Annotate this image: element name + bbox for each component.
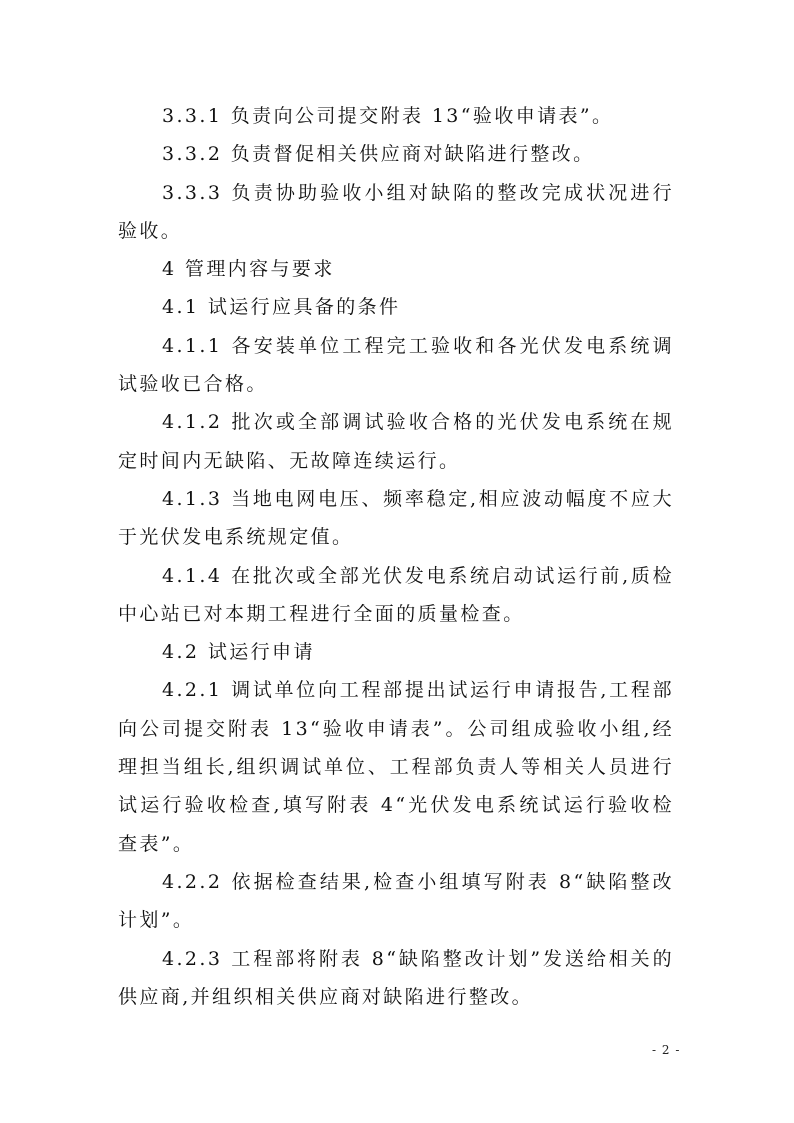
paragraph-4-2-3: 4.2.3 工程部将附表 8“缺陷整改计划”发送给相关的供应商,并组织相关供应商对缺陷进行整改。 xyxy=(118,947,674,1008)
section-heading-4: 4 管理内容与要求 xyxy=(162,258,335,281)
paragraph-4-2-1: 4.2.1 调试单位向工程部提出试运行申请报告,工程部向公司提交附表 13“验收申请表”。公司组成验收小组,经理担当组长,组织调试单位、工程部负责人等相关人员进行试运行验收检查,填写附表 4“光伏发电系统试运行验收检查表”。 xyxy=(118,679,674,855)
paragraph-3-3-2: 3.3.2 负责督促相关供应商对缺陷进行整改。 xyxy=(162,143,595,166)
section-heading-4-1: 4.1 试运行应具备的条件 xyxy=(162,296,401,319)
paragraph-4-1-1: 4.1.1 各安装单位工程完工验收和各光伏发电系统调试验收已合格。 xyxy=(118,334,674,396)
paragraph-4-1-2: 4.1.2 批次或全部调试验收合格的光伏发电系统在规定时间内无缺陷、无故障连续运行。 xyxy=(118,411,674,472)
paragraph-4-2-2: 4.2.2 依据检查结果,检查小组填写附表 8“缺陷整改计划”。 xyxy=(118,870,674,932)
document-body xyxy=(118,97,674,1016)
section-heading-4-2: 4.2 试运行申请 xyxy=(162,641,315,664)
page-number: - 2 - xyxy=(652,1043,681,1057)
paragraph-3-3-3: 3.3.3 负责协助验收小组对缺陷的整改完成状况进行验收。 xyxy=(118,181,674,242)
paragraph-3-3-1: 3.3.1 负责向公司提交附表 13“验收申请表”。 xyxy=(162,105,614,127)
paragraph-4-1-4: 4.1.4 在批次或全部光伏发电系统启动试运行前,质检中心站已对本期工程进行全面的质量检查。 xyxy=(118,564,674,625)
paragraph-4-1-3: 4.1.3 当地电网电压、频率稳定,相应波动幅度不应大于光伏发电系统规定值。 xyxy=(118,487,674,549)
